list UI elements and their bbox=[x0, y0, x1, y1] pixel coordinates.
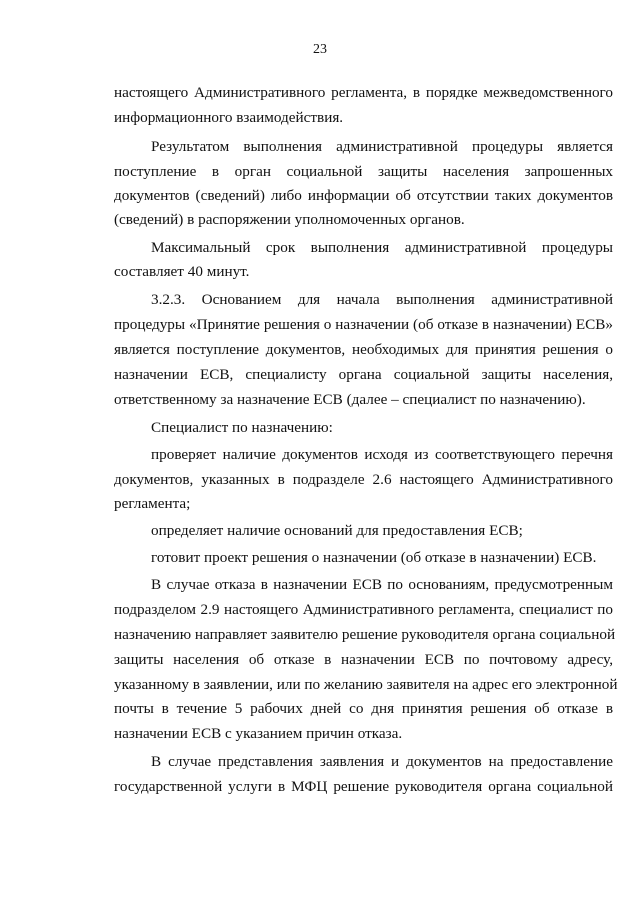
text-line: назначении ЕСВ с указанием причин отказа. bbox=[114, 725, 403, 742]
text-line: В случае представления заявления и документов на предоставление bbox=[151, 753, 613, 770]
text-line: 3.2.3. Основанием для начала выполнения административной bbox=[151, 291, 613, 308]
text-line: (сведений) в распоряжении уполномоченных органов. bbox=[114, 211, 465, 228]
text-line: проверяет наличие документов исходя из соответствующего перечня bbox=[151, 446, 613, 463]
text-line: определяет наличие оснований для предоставления ЕСВ; bbox=[151, 522, 523, 539]
text-line: подразделом 2.9 настоящего Административного регламента, специалист по bbox=[114, 601, 613, 618]
text-line: документов (сведений) либо информации об отсутствии таких документов bbox=[114, 187, 613, 204]
text-line: регламента; bbox=[114, 495, 191, 512]
text-line: В случае отказа в назначении ЕСВ по основаниям, предусмотренным bbox=[151, 576, 613, 593]
text-line: настоящего Административного регламента, в порядке межведомственного bbox=[114, 84, 613, 101]
text-line: процедуры «Принятие решения о назначении (об отказе в назначении) ЕСВ» bbox=[114, 316, 613, 333]
text-line: назначению направляет заявителю решение руководителя органа социальной bbox=[114, 626, 616, 643]
text-line: информационного взаимодействия. bbox=[114, 109, 344, 126]
text-line: ответственному за назначение ЕСВ (далее – специалист по назначению). bbox=[114, 391, 586, 408]
text-line: указанному в заявлении, или по желанию заявителя на адрес его электронной bbox=[114, 676, 618, 693]
text-line: поступление в орган социальной защиты населения запрошенных bbox=[114, 163, 613, 180]
page-number: 23 bbox=[313, 42, 327, 57]
text-line: государственной услуги в МФЦ решение руководителя органа социальной bbox=[114, 778, 613, 795]
text-line: защиты населения об отказе в назначении ЕСВ по почтовому адресу, bbox=[114, 651, 613, 668]
text-line: Максимальный срок выполнения административной процедуры bbox=[151, 239, 613, 256]
text-line: является поступление документов, необходимых для принятия решения о bbox=[114, 341, 613, 358]
text-line: составляет 40 минут. bbox=[114, 263, 250, 280]
text-line: назначении ЕСВ, специалисту органа социальной защиты населения, bbox=[114, 366, 613, 383]
text-line: Специалист по назначению: bbox=[151, 419, 333, 436]
text-line: документов, указанных в подразделе 2.6 настоящего Административного bbox=[114, 471, 613, 488]
text-line: готовит проект решения о назначении (об отказе в назначении) ЕСВ. bbox=[151, 549, 597, 566]
text-line: почты в течение 5 рабочих дней со дня принятия решения об отказе в bbox=[114, 700, 613, 717]
text-line: Результатом выполнения административной процедуры является bbox=[151, 138, 613, 155]
